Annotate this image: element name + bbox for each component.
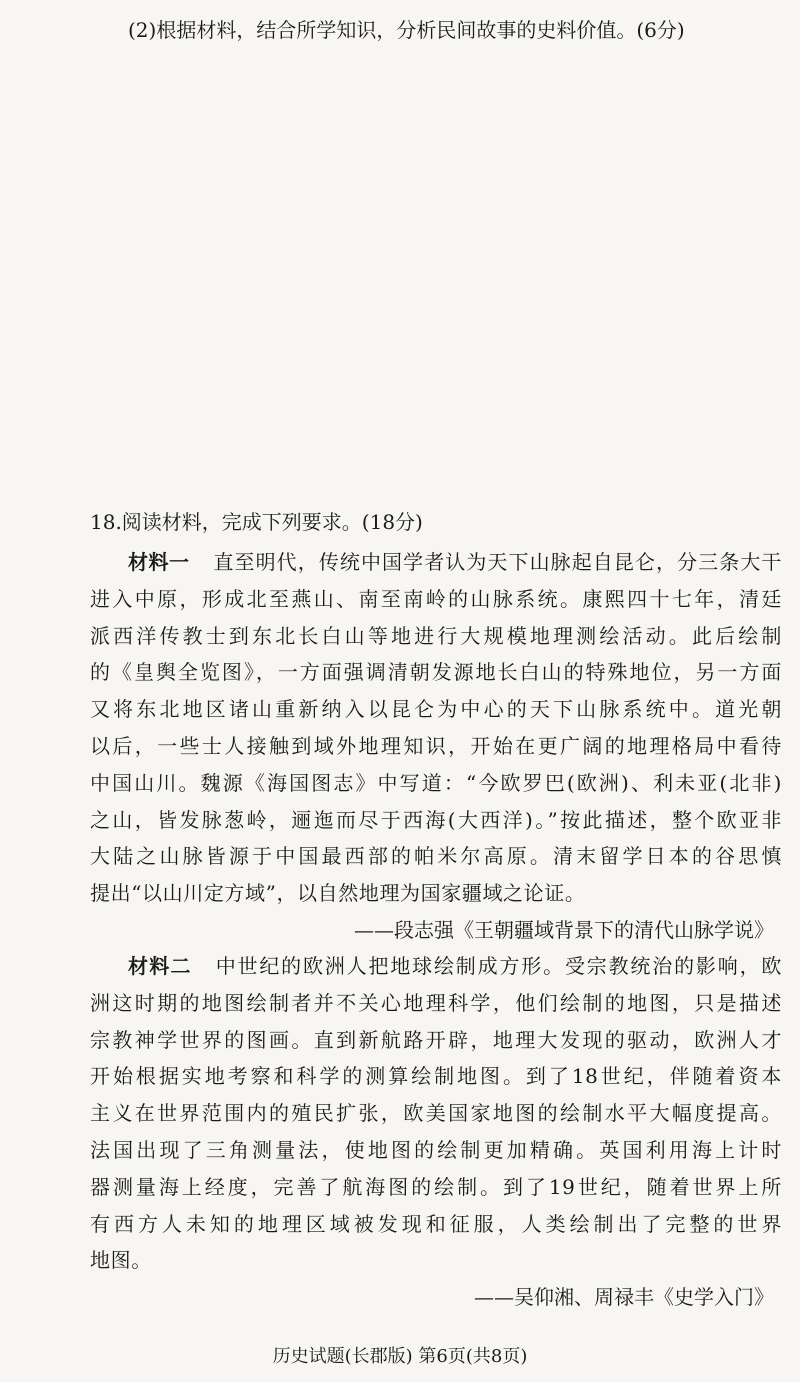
material-two-line: 主义在世界范围内的殖民扩张，欧美国家地图的绘制水平大幅度提高。	[90, 1101, 782, 1126]
material-two-label: 材料二	[128, 953, 192, 978]
material-one-line: 进入中原，形成北至燕山、南至南岭的山脉系统。康熙四十七年，清廷	[90, 586, 782, 611]
material-one-label: 材料一	[128, 550, 190, 574]
material-one-line: 大陆之山脉皆源于中国最西部的帕米尔高原。清末留学日本的谷思慎	[90, 844, 782, 869]
material-two	[90, 948, 782, 1315]
question-18-title: 18.阅读材料，完成下列要求。(18分)	[90, 510, 423, 534]
material-two-line	[90, 948, 782, 985]
material-two-line: 地图。	[90, 1248, 152, 1273]
material-two-line: 法国出现了三角测量法，使地图的绘制更加精确。英国利用海上计时	[90, 1137, 782, 1162]
page-footer: 历史试题(长郡版) 第6页(共8页)	[272, 1346, 528, 1367]
material-one-line: 派西洋传教士到东北长白山等地进行大规模地理测绘活动。此后绘制	[90, 623, 782, 648]
material-two-line: 开始根据实地考察和科学的测算绘制地图。到了18世纪，伴随着资本	[90, 1064, 782, 1089]
material-two-line: 洲这时期的地图绘制者并不关心地理科学，他们绘制的地图，只是描述	[90, 990, 782, 1015]
material-two-line: 宗教神学世界的图画。直到新航路开辟，地理大发现的驱动，欧洲人才	[90, 1027, 782, 1052]
material-one-line: 又将东北地区诸山重新纳入以昆仑为中心的天下山脉系统中。道光朝	[90, 697, 782, 722]
material-one-line-text: 直至明代，传统中国学者认为天下山脉起自昆仑，分三条大干	[213, 550, 783, 574]
material-two-source: ——吴仰湘、周禄丰《史学入门》	[474, 1285, 774, 1310]
material-two-line: 器测量海上经度，完善了航海图的绘制。到了19世纪，随着世界上所	[90, 1174, 782, 1199]
material-one-source: ——段志强《王朝疆域背景下的清代山脉学说》	[354, 917, 774, 942]
question-18	[90, 506, 782, 1315]
material-one-line: 以后，一些士人接触到域外地理知识，开始在更广阔的地理格局中看待	[90, 733, 782, 758]
material-one-line: 之山，皆发脉葱岭，逦迤而尽于西海(大西洋)。”按此描述，整个欧亚非	[90, 807, 782, 832]
material-one-line: 的《皇舆全览图》，一方面强调清朝发源地长白山的特殊地位，另一方面	[90, 660, 782, 685]
material-one-line: 中国山川。魏源《海国图志》中写道：“今欧罗巴(欧洲)、利未亚(北非)	[90, 770, 782, 795]
material-two-line: 有西方人未知的地理区域被发现和征服，人类绘制出了完整的世界	[90, 1211, 782, 1236]
material-two-line-text: 中世纪的欧洲人把地球绘制成方形。受宗教统治的影响，欧	[215, 953, 782, 978]
material-one-line	[90, 544, 782, 581]
material-one	[90, 544, 782, 948]
answer-blank-space	[128, 56, 768, 486]
question-17-subquestion-2: (2)根据材料，结合所学知识，分析民间故事的史料价值。(6分)	[128, 18, 685, 42]
material-one-line: 提出“以山川定方域”，以自然地理为国家疆域之论证。	[90, 881, 586, 906]
